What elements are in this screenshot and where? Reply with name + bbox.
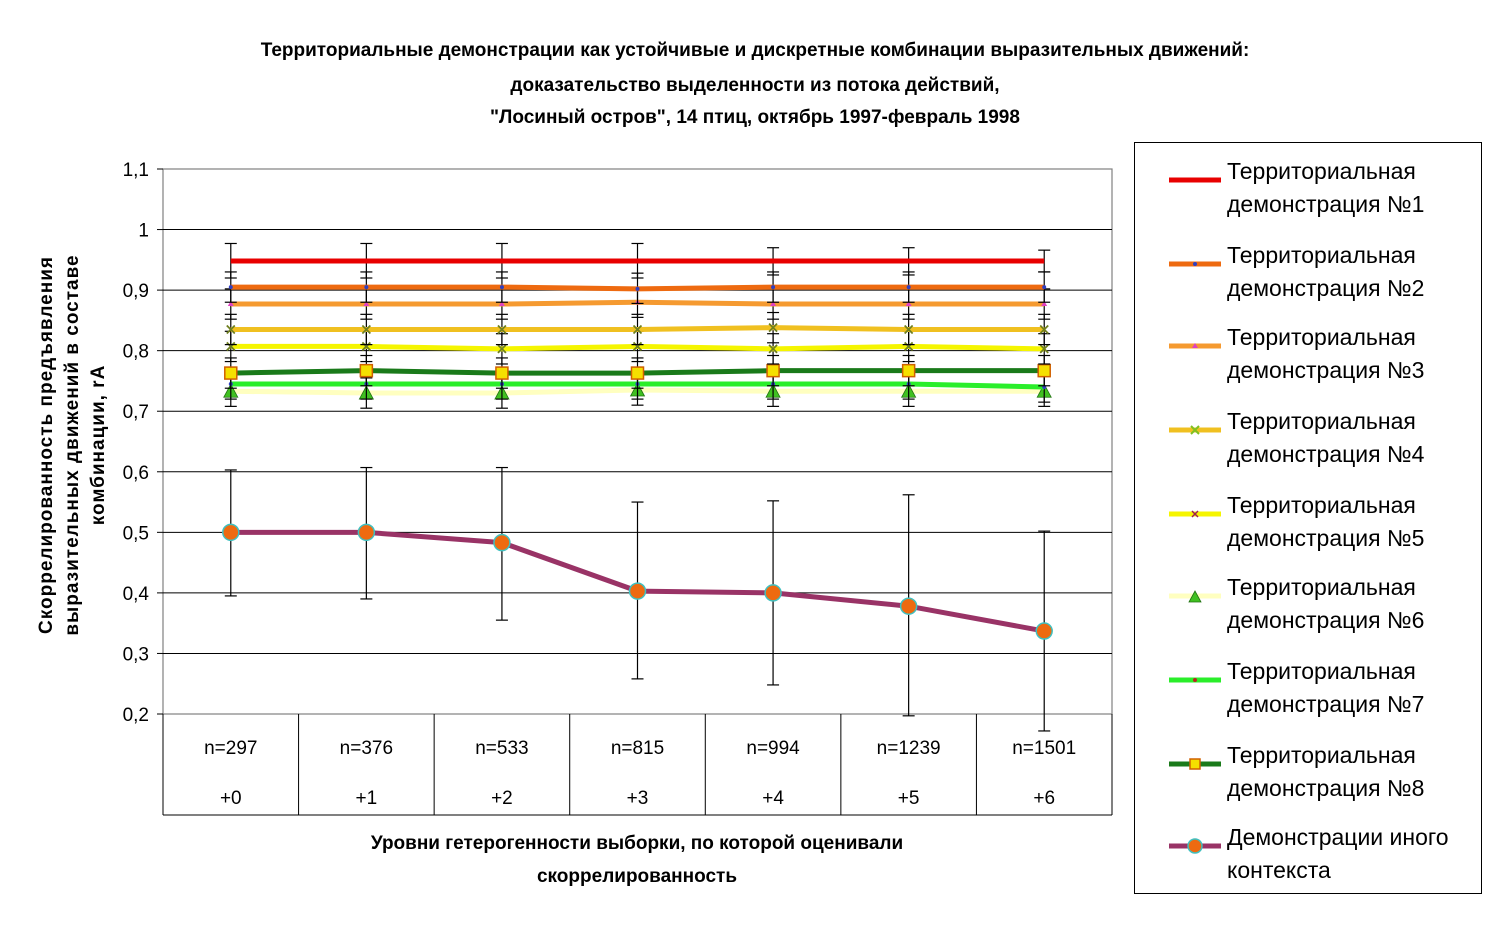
x-category-label: +4 — [762, 788, 784, 809]
data-point — [1042, 285, 1046, 289]
legend-item-4 — [1135, 405, 1481, 475]
y-tick-label: 0,7 — [122, 402, 149, 424]
chart-title-line-2: доказательство выделенности из потока действий, — [510, 75, 1000, 96]
x-n-label: n=376 — [339, 738, 394, 759]
legend-swatch-6 — [1167, 581, 1223, 611]
chart-title-line-3: "Лосиный остров", 14 птиц, октябрь 1997-февраль 1998 — [490, 107, 1020, 128]
y-axis-label-line-3: комбинации, rA — [88, 364, 109, 526]
data-point — [771, 285, 775, 289]
x-n-label: n=994 — [746, 738, 800, 759]
legend-item-1 — [1135, 155, 1481, 225]
legend-swatch-5 — [1167, 499, 1223, 529]
y-tick-label: 0,4 — [122, 583, 149, 605]
legend-item-7 — [1135, 655, 1481, 725]
y-axis-label-line-2: выразительных движений в составе — [62, 254, 83, 636]
legend-item-3 — [1135, 321, 1481, 391]
legend-item-6 — [1135, 571, 1481, 641]
x-category-label: +6 — [1033, 788, 1056, 809]
y-tick-label: 0,3 — [122, 644, 149, 666]
y-tick-label: 0,8 — [122, 341, 149, 363]
y-axis-label-line-1: Скоррелированность предъявления — [36, 256, 57, 634]
legend-label-1a: Территориальная — [1227, 158, 1416, 184]
data-point — [358, 524, 374, 540]
grid-layer — [123, 160, 1112, 815]
x-n-label: n=815 — [610, 738, 665, 759]
legend-swatch-7 — [1167, 665, 1223, 695]
data-point — [901, 598, 917, 614]
x-category-label: +5 — [897, 788, 920, 809]
legend-label-9a: Демонстрации иного — [1227, 824, 1449, 850]
data-point — [494, 535, 510, 551]
x-n-label: n=1501 — [1012, 738, 1077, 759]
x-category-label: +1 — [355, 788, 378, 809]
data-point — [1036, 623, 1052, 639]
data-point — [229, 285, 233, 289]
legend-label-3a: Территориальная — [1227, 324, 1416, 350]
y-tick-label: 0,2 — [122, 705, 149, 726]
y-tick-label: 0,9 — [122, 281, 149, 303]
legend-label-4a: Территориальная — [1227, 408, 1416, 434]
legend-label-4b: демонстрация №4 — [1227, 441, 1425, 467]
data-point — [500, 285, 504, 289]
legend-label-2a: Территориальная — [1227, 242, 1416, 268]
legend-label-3b: демонстрация №3 — [1227, 357, 1425, 383]
data-point — [632, 367, 644, 379]
legend-item-2 — [1135, 239, 1481, 309]
legend-label-2b: демонстрация №2 — [1227, 275, 1425, 301]
x-axis-label-line-2: скоррелированность — [536, 866, 738, 887]
x-category-label: +0 — [219, 788, 242, 809]
data-point — [903, 365, 915, 377]
legend-label-8b: демонстрация №8 — [1227, 775, 1425, 801]
x-category-label: +3 — [626, 788, 649, 809]
data-point — [223, 524, 239, 540]
legend-label-6b: демонстрация №6 — [1227, 607, 1425, 633]
legend — [1134, 142, 1482, 894]
data-point — [630, 583, 646, 599]
legend-swatch-9 — [1167, 831, 1223, 861]
legend-label-1b: демонстрация №1 — [1227, 191, 1425, 217]
legend-item-9 — [1135, 821, 1481, 891]
legend-label-8a: Территориальная — [1227, 742, 1416, 768]
data-point — [765, 585, 781, 601]
legend-swatch-8 — [1167, 749, 1223, 779]
data-point — [907, 285, 911, 289]
y-tick-label: 0,6 — [122, 462, 149, 484]
x-category-label: +2 — [491, 788, 513, 809]
legend-item-8 — [1135, 739, 1481, 809]
data-point — [767, 365, 779, 377]
legend-swatch-1 — [1167, 165, 1223, 195]
data-point — [360, 365, 372, 377]
data-point — [636, 287, 640, 291]
legend-swatch-2 — [1167, 249, 1223, 279]
legend-swatch-3 — [1167, 331, 1223, 361]
legend-item-5 — [1135, 489, 1481, 559]
x-n-label: n=297 — [204, 738, 258, 759]
legend-label-5a: Территориальная — [1227, 492, 1416, 518]
y-axis-label — [36, 254, 109, 635]
legend-label-7a: Территориальная — [1227, 658, 1416, 684]
y-tick-label: 1 — [138, 220, 149, 242]
legend-label-5b: демонстрация №5 — [1227, 525, 1425, 551]
x-n-label: n=1239 — [876, 738, 941, 759]
y-tick-label: 0,5 — [122, 523, 149, 545]
data-point — [225, 367, 237, 379]
legend-swatch-4 — [1167, 415, 1223, 445]
x-axis-label — [371, 833, 903, 887]
legend-label-9b: контекста — [1227, 857, 1331, 883]
legend-label-7b: демонстрация №7 — [1227, 691, 1425, 717]
x-n-label: n=533 — [475, 738, 529, 759]
y-tick-label: 1,1 — [122, 160, 149, 181]
data-point — [1038, 365, 1050, 377]
chart-title-line-1: Территориальные демонстрации как устойчивые и дискретные комбинации выразительных движений: — [260, 40, 1250, 61]
data-point — [364, 285, 368, 289]
data-point — [496, 367, 508, 379]
x-axis-label-line-1: Уровни гетерогенности выборки, по которой оценивали — [370, 833, 904, 854]
legend-label-6a: Территориальная — [1227, 574, 1416, 600]
